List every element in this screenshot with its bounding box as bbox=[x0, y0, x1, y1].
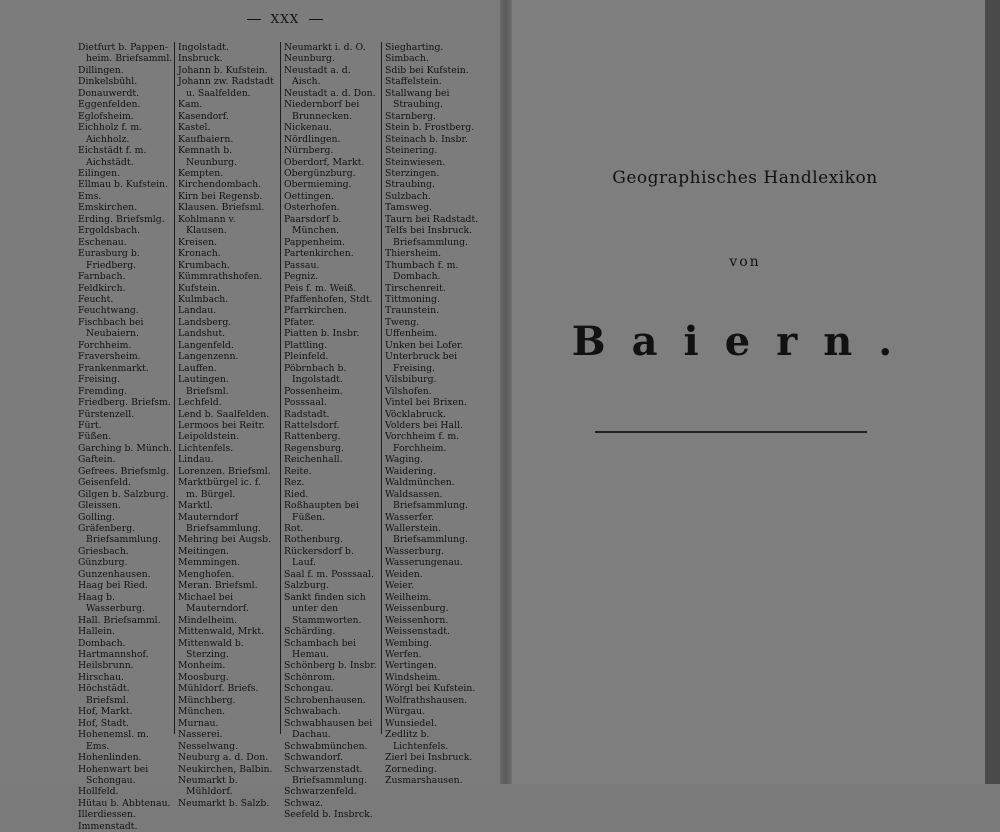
header-dash-right bbox=[309, 19, 323, 20]
index-entry: Thiersheim. bbox=[385, 248, 442, 260]
index-entry: Erding. Briefsmlg. bbox=[78, 213, 165, 225]
index-entry: Haag b. Wasserburg. bbox=[78, 591, 146, 615]
index-entry: Tamsweg. bbox=[385, 202, 432, 214]
index-entry: Hartmannshof. bbox=[78, 649, 149, 661]
index-entry: Sulzbach. bbox=[385, 190, 431, 202]
index-entry: Pfater. bbox=[284, 316, 315, 328]
index-column-4 bbox=[385, 42, 481, 786]
index-entry: Tweng. bbox=[385, 316, 420, 328]
index-entry: Hall. Briefsamml. bbox=[78, 614, 161, 626]
index-entry: Sdib bei Kufstein. bbox=[385, 64, 469, 76]
index-entry: Eilingen. bbox=[78, 167, 121, 179]
index-entry: Marktbürgel ic. f. m. Bürgel. bbox=[178, 477, 261, 500]
index-entry: Schärding. bbox=[284, 626, 336, 638]
index-entry: Kronach. bbox=[178, 248, 221, 260]
index-entry: Haag bei Ried. bbox=[78, 580, 148, 592]
index-entry: Dinkelsbühl. bbox=[78, 76, 138, 88]
index-entry: Mühldorf. Briefs. bbox=[178, 683, 259, 695]
index-entry: Fürstenzell. bbox=[78, 408, 135, 420]
index-entry: Tittmoning. bbox=[385, 293, 440, 305]
index-entry: Oettingen. bbox=[284, 190, 334, 202]
index-entry: Mittenwald, Mrkt. bbox=[178, 626, 265, 638]
index-entry: Vilshofen. bbox=[385, 385, 432, 397]
index-entry: Stallwang bei Straubing. bbox=[385, 87, 450, 111]
index-entry: Neunburg. bbox=[284, 53, 335, 65]
index-entry: Schönrom. bbox=[284, 671, 335, 683]
index-entry: Volders bei Hall. bbox=[385, 419, 463, 431]
index-entry: Wertingen. bbox=[385, 660, 437, 672]
index-entry: Hof, Stadt. bbox=[78, 717, 130, 729]
index-entry: Lindau. bbox=[178, 454, 214, 466]
index-entry: Kasendorf. bbox=[178, 110, 229, 122]
index-entry: Partenkirchen. bbox=[284, 248, 354, 260]
index-entry: Pappenheim. bbox=[284, 236, 346, 248]
index-entry: Schongau. bbox=[284, 683, 334, 695]
index-entry: Plattling. bbox=[284, 339, 328, 351]
index-entry: Vilsbiburg. bbox=[385, 374, 437, 386]
index-entry: Eurasburg b. Friedberg. bbox=[78, 248, 140, 271]
index-entry: Kam. bbox=[178, 99, 203, 111]
index-entry: Leipoldstein. bbox=[178, 431, 240, 443]
index-entry: Weissenhorn. bbox=[385, 614, 449, 626]
book-title-main: Baiern. bbox=[571, 318, 919, 365]
index-entry: Roßhaupten bei Füßen. bbox=[284, 500, 359, 523]
index-entry: Wunsiedel. bbox=[385, 717, 437, 729]
index-entry: Vöcklabruck. bbox=[385, 408, 446, 420]
index-entry: Meran. Briefsml. bbox=[178, 580, 258, 592]
index-entry: Obermieming. bbox=[284, 179, 352, 191]
index-entry: Vorchheim f. m. Forchheim. bbox=[385, 431, 460, 454]
index-entry: Geisenfeld. bbox=[78, 477, 131, 489]
index-entry: Hohenemsl. m. Ems. bbox=[78, 729, 149, 752]
index-entry: Schwaz. bbox=[284, 797, 323, 809]
index-entry: Fürt. bbox=[78, 419, 102, 431]
index-entry: Golling. bbox=[78, 511, 115, 523]
index-entry: Kempten. bbox=[178, 167, 224, 179]
index-entry: Regensburg. bbox=[284, 442, 345, 454]
index-entry: Schwarzenstadt. Briefsammlung. bbox=[284, 763, 367, 786]
index-entry: Mauterndorf Briefsammlung. bbox=[178, 511, 261, 535]
index-entry: Emskirchen. bbox=[78, 202, 138, 214]
index-entry: Hirschau. bbox=[78, 671, 124, 683]
index-entry: Staffelstein. bbox=[385, 76, 442, 88]
index-entry: Donauwerdt. bbox=[78, 87, 140, 99]
index-entry: Zierl bei Insbruck. bbox=[385, 752, 473, 764]
index-entry: Neustadt a. d. Aisch. bbox=[284, 64, 351, 88]
index-entry: Posssaal. bbox=[284, 397, 327, 409]
index-entry: Günzburg. bbox=[78, 557, 128, 569]
index-entry: Steinering. bbox=[385, 145, 438, 157]
index-entry: Memmingen. bbox=[178, 557, 241, 569]
index-entry: Immenstadt. bbox=[78, 820, 138, 832]
index-entry: Nördlingen. bbox=[284, 133, 341, 145]
index-entry: Feuchtwang. bbox=[78, 305, 139, 317]
index-entry: Neumarkt i. d. O. bbox=[284, 42, 366, 53]
index-entry: Münchberg. bbox=[178, 694, 236, 706]
index-entry: Marktl. bbox=[178, 500, 213, 512]
index-entry: Hof, Markt. bbox=[78, 706, 133, 718]
index-entry: Steinwiesen. bbox=[385, 156, 446, 168]
index-entry: Langenzenn. bbox=[178, 351, 239, 363]
index-entry: Kaufbaiern. bbox=[178, 133, 234, 145]
index-entry: Neumarkt b. Mühldorf. bbox=[178, 775, 238, 798]
index-entry: Kohlmann v. Klausen. bbox=[178, 213, 236, 237]
index-entry: Schönberg b. Insbr. bbox=[284, 660, 377, 672]
book-title-von: von bbox=[729, 254, 761, 270]
index-entry: Straubing. bbox=[385, 179, 435, 191]
index-entry: Unterbruck bei Freising. bbox=[385, 351, 458, 374]
index-entry: Eggenfelden. bbox=[78, 99, 141, 111]
index-entry: Neukirchen, Balbin. bbox=[178, 763, 273, 775]
index-entry: Farnbach. bbox=[78, 271, 126, 283]
index-entry: Lermoos bei Reitr. bbox=[178, 419, 265, 431]
index-entry: Kulmbach. bbox=[178, 293, 229, 305]
index-entry: Johann b. Kufstein. bbox=[178, 64, 268, 76]
index-entry: Vintel bei Brixen. bbox=[385, 397, 467, 409]
index-entry: Wasserfer. bbox=[385, 511, 435, 523]
index-entry: Schwabmünchen. bbox=[284, 740, 368, 752]
index-entry: Uffenheim. bbox=[385, 328, 438, 340]
index-entry: Weiden. bbox=[385, 568, 423, 580]
index-entry: Höchstädt. Briefsml. bbox=[78, 683, 130, 706]
index-entry: Johann zw. Radstadt u. Saalfelden. bbox=[178, 76, 274, 99]
index-entry: Waldsassen. Briefsammlung. bbox=[385, 488, 468, 512]
index-entry: Salzburg. bbox=[284, 580, 330, 592]
index-entry: Neumarkt b. Salzb. bbox=[178, 797, 270, 809]
index-entry: Klausen. Briefsml. bbox=[178, 202, 265, 214]
index-entry: Eichholz f. m. Aichholz. bbox=[78, 122, 143, 145]
index-entry: Reichenhall. bbox=[284, 454, 343, 466]
index-entry: Landsberg. bbox=[178, 316, 232, 328]
index-entry: Ellmau b. Kufstein. bbox=[78, 179, 168, 191]
index-column-3 bbox=[284, 42, 380, 821]
page-number: XXX bbox=[270, 12, 300, 26]
index-entry: Rückersdorf b. Lauf. bbox=[284, 545, 354, 569]
index-entry: Kirn bei Regensb. bbox=[178, 190, 263, 202]
index-entry: Zusmarshausen. bbox=[385, 775, 463, 786]
index-entry: Michael bei Mauterndorf. bbox=[178, 591, 249, 615]
index-entry: Kümmrathshofen. bbox=[178, 271, 263, 283]
index-columns bbox=[78, 42, 479, 832]
index-entry: Landau. bbox=[178, 305, 217, 317]
index-entry: Kirchendombach. bbox=[178, 179, 262, 191]
book-title: Geographisches Handlexikon bbox=[612, 168, 878, 188]
index-entry: Steinach b. Insbr. bbox=[385, 133, 468, 145]
index-entry: Schambach bei Hemau. bbox=[284, 637, 356, 661]
index-entry: Weissenstadt. bbox=[385, 626, 450, 638]
index-entry: Piatten b. Insbr. bbox=[284, 328, 360, 340]
index-entry: Rot. bbox=[284, 523, 304, 535]
index-entry: Saal f. m. Posssaal. bbox=[284, 568, 374, 580]
book-gutter bbox=[500, 0, 512, 784]
index-entry: Hohenlinden. bbox=[78, 752, 142, 764]
index-entry: Kemnath b. Neunburg. bbox=[178, 145, 237, 168]
index-entry: Nickenau. bbox=[284, 122, 332, 134]
index-entry: Stein b. Frostberg. bbox=[385, 122, 475, 134]
index-entry: Friedberg. Briefsm. bbox=[78, 397, 171, 409]
index-entry: Pleinfeld. bbox=[284, 351, 329, 363]
index-entry: Waging. bbox=[385, 454, 424, 466]
index-entry: Zorneding. bbox=[385, 763, 437, 775]
index-entry: Neustadt a. d. Don. bbox=[284, 87, 376, 99]
index-entry: Eschenau. bbox=[78, 236, 127, 248]
index-entry: Feldkirch. bbox=[78, 282, 126, 294]
index-entry: Garching b. Münch. bbox=[78, 442, 172, 454]
index-entry: Griesbach. bbox=[78, 545, 129, 557]
index-entry: Krumbach. bbox=[178, 259, 230, 271]
index-entry: Hallein. bbox=[78, 626, 116, 638]
index-entry: Kreisen. bbox=[178, 236, 218, 248]
index-entry: Sterzingen. bbox=[385, 167, 440, 179]
index-entry: Wolfrathshausen. bbox=[385, 694, 468, 706]
index-entry: Fraversheim. bbox=[78, 351, 141, 363]
index-entry: Würgau. bbox=[385, 706, 426, 718]
index-entry: Nürnberg. bbox=[284, 145, 334, 157]
index-entry: Hohenwart bei Schongau. bbox=[78, 763, 149, 786]
index-entry: Rez. bbox=[284, 477, 305, 489]
index-entry: Freising. bbox=[78, 374, 121, 386]
index-entry: Waldmünchen. bbox=[385, 477, 455, 489]
index-entry: Nesselwang. bbox=[178, 740, 239, 752]
index-entry: Weier. bbox=[385, 580, 415, 592]
page-header bbox=[225, 12, 345, 32]
index-entry: Taurn bei Radstadt. bbox=[385, 213, 479, 225]
index-entry: Reite. bbox=[284, 465, 312, 477]
index-entry: Neuburg a. d. Don. bbox=[178, 752, 269, 764]
index-entry: Weilheim. bbox=[385, 591, 432, 603]
index-entry: Lauffen. bbox=[178, 362, 217, 374]
index-entry: Gleissen. bbox=[78, 500, 121, 512]
index-entry: Oberdorf, Markt. bbox=[284, 156, 365, 168]
index-column-2 bbox=[178, 42, 274, 809]
index-entry: Werfen. bbox=[385, 649, 422, 661]
index-entry: Moosburg. bbox=[178, 671, 229, 683]
index-entry: Schrobenhausen. bbox=[284, 694, 366, 706]
index-entry: Telfs bei Insbruck. Briefsammlung. bbox=[385, 225, 473, 248]
index-entry: Pfarrkirchen. bbox=[284, 305, 347, 317]
index-entry: Landshut. bbox=[178, 328, 226, 340]
index-entry: Rattenberg. bbox=[284, 431, 341, 443]
index-entry: Schwandorf. bbox=[284, 752, 344, 764]
index-entry: Niedernborf bei Brunnecken. bbox=[284, 99, 360, 122]
index-entry: Mindelheim. bbox=[178, 614, 238, 626]
index-entry: Pfaffenhofen, Stdt. bbox=[284, 293, 373, 305]
index-entry: Paarsdorf b. München. bbox=[284, 213, 342, 237]
index-entry: Schwarzenfeld. bbox=[284, 786, 357, 798]
index-entry: Mehring bei Augsb. bbox=[178, 534, 272, 546]
index-entry: Insbruck. bbox=[178, 53, 223, 65]
index-entry: Thumbach f. m. Dombach. bbox=[385, 259, 459, 283]
index-entry: Passau. bbox=[284, 259, 320, 271]
index-entry: Radstadt. bbox=[284, 408, 330, 420]
page-edge bbox=[985, 0, 1000, 784]
index-entry: Rothenburg. bbox=[284, 534, 344, 546]
index-entry: Hütau b. Abbtenau. bbox=[78, 797, 171, 809]
index-entry: Siegharting. bbox=[385, 42, 444, 53]
index-entry: Dillingen. bbox=[78, 64, 124, 76]
index-entry: Gunzenhausen. bbox=[78, 568, 151, 580]
index-entry: Monheim. bbox=[178, 660, 226, 672]
index-entry: Possenheim. bbox=[284, 385, 343, 397]
index-entry: Kastel. bbox=[178, 122, 211, 134]
index-entry: Seefeld b. Insbrck. bbox=[284, 809, 373, 821]
index-entry: Eglofsheim. bbox=[78, 110, 134, 122]
index-entry: Waidering. bbox=[385, 465, 437, 477]
index-entry: Meitingen. bbox=[178, 545, 230, 557]
index-entry: Dombach. bbox=[78, 637, 126, 649]
index-entry: Lend b. Saalfelden. bbox=[178, 408, 270, 420]
index-entry: Wembing. bbox=[385, 637, 432, 649]
right-page bbox=[505, 0, 995, 784]
index-entry: Forchheim. bbox=[78, 339, 132, 351]
index-entry: Wasserungenau. bbox=[385, 557, 463, 569]
index-entry: Gefrees. Briefsmlg. bbox=[78, 465, 170, 477]
index-entry: Ingolstadt. bbox=[178, 42, 229, 53]
index-entry: Lichtenfels. bbox=[178, 442, 234, 454]
index-entry: Pöbrnbach b. Ingolstadt. bbox=[284, 362, 347, 386]
index-entry: Eichstädt f. m. Aichstädt. bbox=[78, 145, 147, 168]
index-entry: Unken bei Lofer. bbox=[385, 339, 464, 351]
index-entry: Windsheim. bbox=[385, 671, 441, 683]
index-entry: Gräfenberg. Briefsammlung. bbox=[78, 523, 161, 546]
index-entry: Ried. bbox=[284, 488, 309, 500]
index-entry: Menghofen. bbox=[178, 568, 235, 580]
index-entry: Osterhofen. bbox=[284, 202, 340, 214]
index-entry: Schwabhausen bei Dachau. bbox=[284, 717, 373, 741]
index-entry: Kufstein. bbox=[178, 282, 221, 294]
index-entry: Fremding. bbox=[78, 385, 128, 397]
index-entry: Gaftein. bbox=[78, 454, 116, 466]
title-rule bbox=[595, 431, 867, 433]
index-entry: Peis f. m. Weiß. bbox=[284, 282, 357, 294]
index-entry: Nasserei. bbox=[178, 729, 223, 741]
index-entry: Traunstein. bbox=[385, 305, 440, 317]
index-entry: Rattelsdorf. bbox=[284, 419, 340, 431]
index-entry: Ems. bbox=[78, 190, 102, 202]
index-column-1 bbox=[78, 42, 174, 832]
index-entry: Simbach. bbox=[385, 53, 429, 65]
index-entry: München. bbox=[178, 706, 226, 718]
index-entry: Lorenzen. Briefsml. bbox=[178, 465, 271, 477]
index-entry: Obergünzburg. bbox=[284, 167, 356, 179]
index-entry: Pegniz. bbox=[284, 271, 319, 283]
index-entry: Dietfurt b. Pappen-heim. Briefsamml. bbox=[78, 42, 173, 65]
index-entry: Hollfeld. bbox=[78, 786, 119, 798]
index-entry: Zedlitz b. Lichtenfels. bbox=[385, 729, 449, 752]
index-entry: Schwabach. bbox=[284, 706, 341, 718]
index-entry: Wasserburg. bbox=[385, 545, 445, 557]
index-entry: Füßen. bbox=[78, 431, 112, 443]
index-entry: Frankenmarkt. bbox=[78, 362, 149, 374]
index-entry: Fischbach bei Neubaiern. bbox=[78, 316, 144, 340]
index-entry: Feucht. bbox=[78, 293, 114, 305]
index-entry: Heilsbrunn. bbox=[78, 660, 134, 672]
index-entry: Wallerstein. Briefsammlung. bbox=[385, 523, 468, 546]
index-entry: Wörgl bei Kufstein. bbox=[385, 683, 476, 695]
index-entry: Illerdiessen. bbox=[78, 809, 136, 821]
index-entry: Starnberg. bbox=[385, 110, 436, 122]
index-entry: Tirschenreit. bbox=[385, 282, 446, 294]
index-entry: Langenfeld. bbox=[178, 339, 234, 351]
index-entry: Mittenwald b. Sterzing. bbox=[178, 637, 244, 661]
index-entry: Weissenburg. bbox=[385, 603, 449, 615]
index-entry: Gilgen b. Salzburg. bbox=[78, 488, 169, 500]
index-entry: Lautingen. Briefsml. bbox=[178, 374, 229, 397]
index-entry: Ergoldsbach. bbox=[78, 225, 141, 237]
index-entry: Lechfeld. bbox=[178, 397, 222, 409]
index-entry: Murnau. bbox=[178, 717, 219, 729]
index-entry: Sankt finden sich unter den Stammworten. bbox=[284, 591, 366, 626]
header-dash-left bbox=[247, 19, 261, 20]
